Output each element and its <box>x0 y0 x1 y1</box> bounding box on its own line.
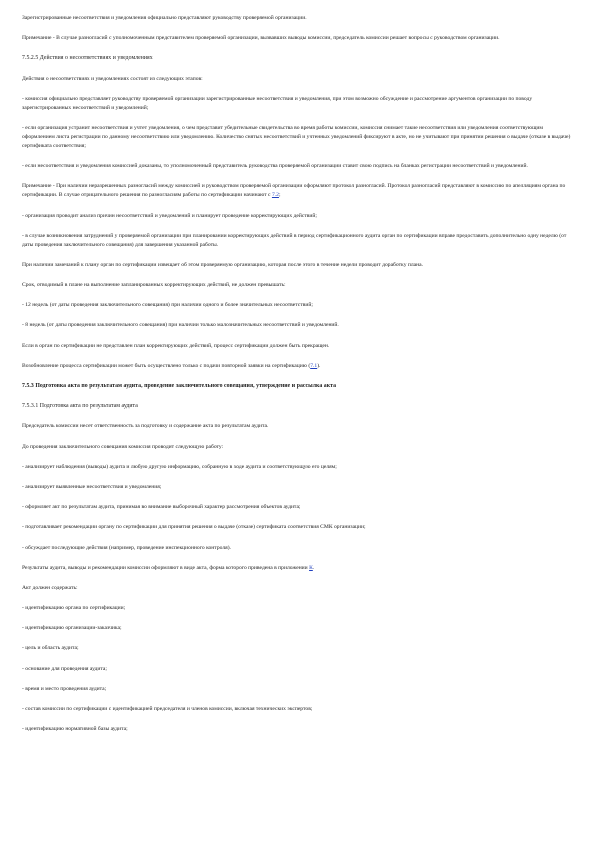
section-link-7-1[interactable]: 7.1 <box>310 362 318 369</box>
list-item: - анализирует наблюдения (выводы) аудита и любую другую информацию, собранную в ходе аудита и соответствующую его целям; <box>22 463 337 470</box>
list-item: - идентификацию организации-заказчика; <box>22 625 122 632</box>
list-item: - в случае возникновения затруднений у проверяемой организации при планировании корректирующих действий в период сертификационного аудита орган по сертификации вправе предоставить дополнительно одну неделю (от даты проведения заключительного совещания) для завершения указанной работы. <box>22 232 567 248</box>
list-item: - анализирует выявленные несоответствия и уведомления; <box>22 483 162 490</box>
list-item: - основание для проведения аудита; <box>22 665 107 672</box>
paragraph: До проведения заключительного совещания комиссия проводит следующую работу: <box>22 443 224 450</box>
section-heading: 7.5.3 Подготовка акта по результатам аудита, проведение заключительного совещания, утверждение и рассылка акта <box>22 383 337 389</box>
list-item: - идентификацию нормативной базы аудита; <box>22 726 128 733</box>
paragraph: Действия о несоответствиях и уведомлениях состоят из следующих этапов: <box>22 75 203 82</box>
section-link-7-2[interactable]: 7.2 <box>271 192 279 199</box>
note-paragraph: Примечание - В случае разногласий с уполномоченным представителем проверяемой организации, вызвавших выводы комиссии, председатель комиссии решает вопросы с руководством организации. <box>22 35 500 42</box>
list-item: - оформляет акт по результатам аудита, принимая во внимание выборочный характер рассмотрения объектов аудита; <box>22 504 301 511</box>
paragraph: Если в орган по сертификации не представлен план корректирующих действий, процесс сертификации должен быть прекращен. <box>22 342 330 349</box>
list-item: - время и место проведения аудита; <box>22 685 107 692</box>
list-item: - если несоответствия и уведомления комиссией доказаны, то уполномоченный представитель руководства проверяемой организации ставит свою подпись на бланках регистрации несоответствий и уведомлений. <box>22 163 528 170</box>
paragraph: При наличии замечаний к плану орган по сертификации извещает об этом проверяемую организацию, которая после этого в течение недели проводит доработку плана. <box>22 261 424 268</box>
section-heading: 7.5.2.5 Действия о несоответствиях и уведомлениях <box>22 55 153 62</box>
note-text: Примечание - При наличии неразрешенных разногласий между комиссией и руководством проверяемой организации оформляют протокол разногласий. Протокол разногласий представляют в комиссию по апелляциям органа по сертификации. В случае отрицательного решения по разногласиям работы по сертификации начинают с <box>22 183 566 199</box>
subsection-heading: 7.5.3.1 Подготовка акта по результатам аудита <box>22 403 138 410</box>
paragraph <box>22 564 573 573</box>
paragraph-text-end: . <box>312 564 315 571</box>
list-item: - состав комиссии по сертификации с идентификацией председателя и членов комиссии, включая технических экспертов; <box>22 706 313 712</box>
note-paragraph <box>22 182 573 200</box>
list-item: - организация проводит анализ причин несоответствий и уведомлений и планирует проведение корректирующих действий; <box>22 212 317 219</box>
paragraph <box>22 362 573 371</box>
list-item: - идентификацию органа по сертификации; <box>22 605 126 612</box>
paragraph: Председатель комиссии несет ответственность за подготовку и содержание акта по результатам аудита. <box>22 423 269 430</box>
paragraph-text-end: ). <box>317 362 321 369</box>
list-item: - если организация устранит несоответствия и учтет уведомления, о чем представит убедительные свидетельства во время работы комиссии, комиссия снимает такие несоответствия или уведомления соответствующим оформлением листа регистрации по данному несоответствию или уведомлению. Количество снятых несоответствий и учтенных уведомлений фиксируют в акте, но не учитывают при принятии решения о выдаче (отказе в выдаче) сертификата соответствия; <box>22 124 571 149</box>
paragraph: Акт должен содержать: <box>22 584 78 591</box>
list-item: - обсуждает последующие действия (например, проведение инспекционного контроля). <box>22 544 231 551</box>
list-item: - цель и область аудита; <box>22 645 79 652</box>
paragraph: Зарегистрированные несоответствия и уведомления официально представляют руководству проверяемой организации. <box>22 15 307 21</box>
list-item: - 12 недель (от даты проведения заключительного совещания) при наличии одного и более значительных несоответствий; <box>22 302 313 309</box>
list-item: - 8 недель (от даты проведения заключительного совещания) при наличии только малозначительных несоответствий и уведомлений. <box>22 322 339 329</box>
note-text-end: ; <box>278 192 281 199</box>
paragraph: Срок, отводимый в плане на выполнение запланированных корректирующих действий, не должен превышать: <box>22 282 286 289</box>
list-item: - подготавливает рекомендации органу по сертификации для принятия решения о выдаче (отказе) сертификата соответствия СМК организации; <box>22 524 366 531</box>
appendix-link-k[interactable]: К <box>309 564 313 571</box>
paragraph-text: Возобновление процесса сертификации может быть осуществлено только с подачи повторной заявки на сертификацию ( <box>22 362 311 369</box>
list-item: - комиссия официально представляет руководству проверяемой организации зарегистрированные несоответствия и уведомления, при этом возможно обсуждение и рассмотрение аргументов организации по поводу зарегистрированных несоответствий и уведомлений; <box>22 95 533 111</box>
paragraph-text: Результаты аудита, выводы и рекомендации комиссии оформляют в виде акта, форма которого приведена в приложении <box>22 564 310 571</box>
